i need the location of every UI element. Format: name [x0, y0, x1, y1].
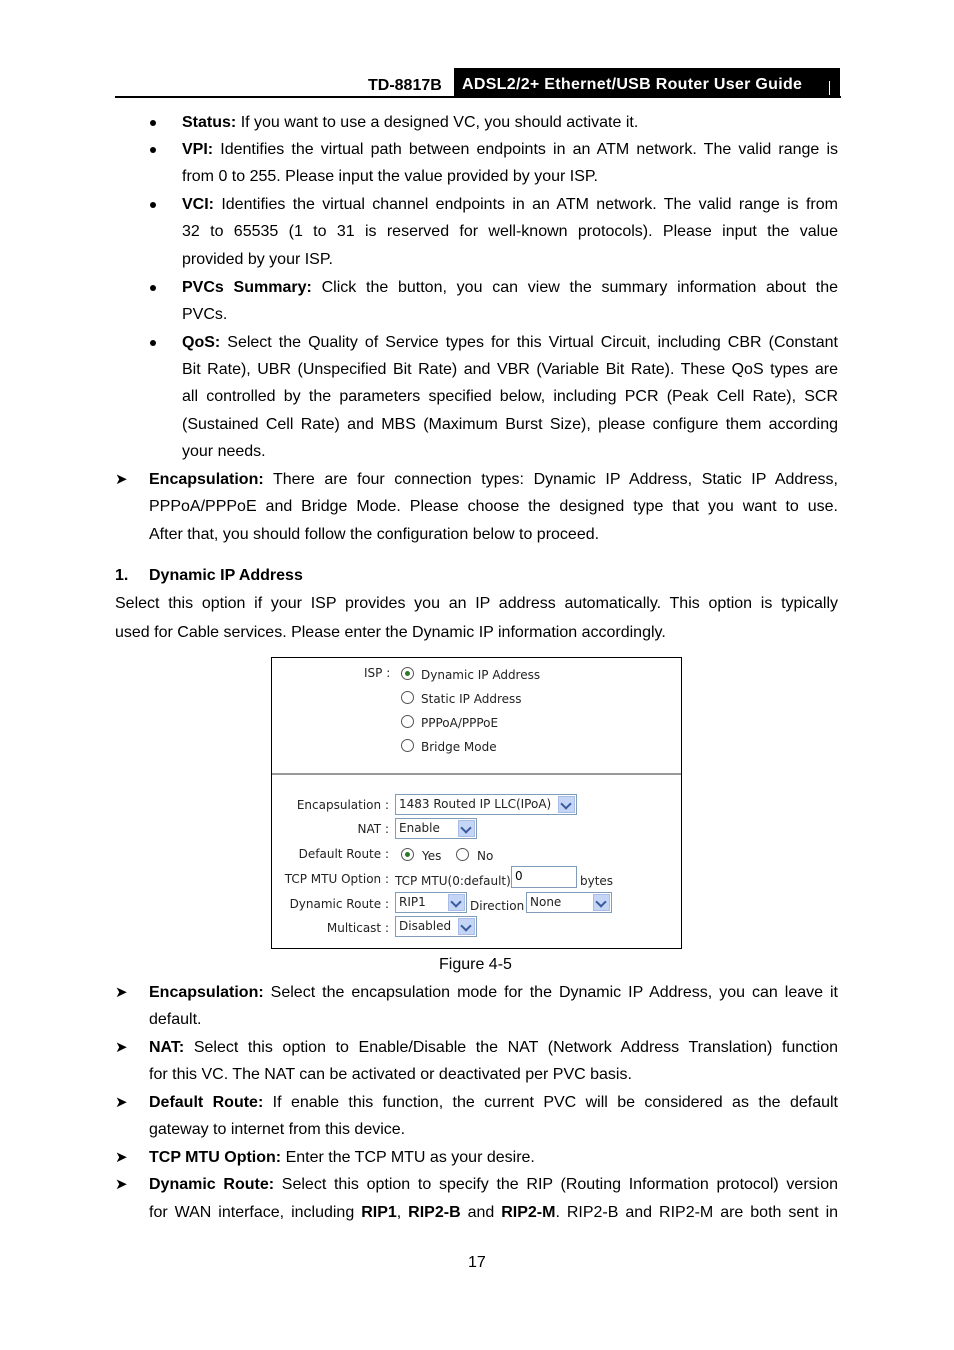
bullet-qos-line1: QoS: Select the Quality of Service types for this Virtual Circuit, including CBR (Constant — [182, 334, 838, 351]
tcp-mtu-text: TCP MTU(0:default) — [395, 874, 511, 888]
encapsulation-select[interactable] — [395, 794, 577, 815]
figure-divider — [272, 773, 681, 775]
bullet-dot — [150, 285, 156, 291]
multicast-value: Disabled — [399, 919, 452, 933]
chevron-down-icon — [558, 796, 575, 813]
desc-dynamic-route-line2: for WAN interface, including RIP1, RIP2-B and RIP2-M. RIP2-B and RIP2-M are both sent in — [149, 1204, 839, 1221]
tcp-mtu-input[interactable]: 0 — [511, 866, 577, 888]
direction-value: None — [530, 895, 562, 909]
encapsulation-intro-line3: After that, you should follow the configuration below to proceed. — [149, 526, 600, 543]
multicast-select[interactable] — [395, 916, 477, 937]
bullet-qos-line5: your needs. — [182, 443, 266, 460]
desc-nat-line2: for this VC. The NAT can be activated or deactivated per PVC basis. — [149, 1066, 632, 1083]
bullet-dot — [150, 202, 156, 208]
desc-encapsulation-line2: default. — [149, 1011, 202, 1028]
nat-value: Enable — [399, 821, 440, 835]
arrow-icon: ➤ — [115, 984, 128, 1001]
isp-option-static: Static IP Address — [421, 692, 522, 706]
isp-option-pppoa: PPPoA/PPPoE — [421, 716, 499, 730]
chevron-down-icon — [458, 820, 475, 837]
isp-radio-static[interactable] — [401, 691, 414, 704]
bullet-vci-line1: VCI: Identifies the virtual channel endpoints in an ATM network. The valid range is from — [182, 196, 838, 213]
default-route-no-label: No — [477, 849, 494, 863]
desc-default-route-line1: Default Route: If enable this function, the current PVC will be considered as the default — [149, 1094, 839, 1111]
default-route-yes-label: Yes — [422, 849, 442, 863]
isp-option-bridge: Bridge Mode — [421, 740, 497, 754]
bullet-pvcs-line2: PVCs. — [182, 306, 228, 323]
section-text-line1: Select this option if your ISP provides you an IP address automatically. This option is typically — [115, 595, 838, 612]
encapsulation-intro-line2: PPPoA/PPPoE and Bridge Mode. Please choose the designed type that you want to use. — [149, 498, 838, 515]
direction-label: Direction — [470, 899, 525, 913]
section-text-line2: used for Cable services. Please enter the Dynamic IP information accordingly. — [115, 624, 666, 641]
header-title-text: ADSL2/2+ Ethernet/USB Router User Guide — [462, 76, 803, 93]
default-route-label: Default Route : — [298, 847, 389, 861]
bullet-vci-line3: provided by your ISP. — [182, 251, 333, 268]
isp-label: ISP : — [364, 666, 391, 680]
encapsulation-label: Encapsulation : — [296, 798, 389, 812]
chevron-down-icon — [593, 894, 610, 911]
bullet-dot — [150, 147, 156, 153]
bullet-dot — [150, 340, 156, 346]
bullet-qos-line2: Bit Rate), UBR (Unspecified Bit Rate) and VBR (Variable Bit Rate). These QoS types are — [182, 361, 838, 378]
arrow-icon: ➤ — [115, 1149, 128, 1166]
section-number: 1. — [115, 567, 129, 584]
desc-nat-line1: NAT: Select this option to Enable/Disable the NAT (Network Address Translation) function — [149, 1039, 838, 1056]
page-number: 17 — [468, 1254, 486, 1271]
encapsulation-intro-line1: Encapsulation: There are four connection types: Dynamic IP Address, Static IP Address, — [149, 471, 838, 488]
multicast-label: Multicast : — [326, 921, 389, 935]
default-route-no-radio[interactable] — [456, 848, 469, 861]
desc-dynamic-route-line1: Dynamic Route: Select this option to specify the RIP (Routing Information protocol) version — [149, 1176, 839, 1193]
desc-tcp-mtu-line1: TCP MTU Option: Enter the TCP MTU as your desire. — [149, 1149, 535, 1166]
default-route-yes-radio[interactable] — [401, 848, 414, 861]
tcp-mtu-label: TCP MTU Option : — [284, 872, 389, 886]
bullet-dot — [150, 120, 156, 126]
encapsulation-value: 1483 Routed IP LLC(IPoA) — [399, 797, 552, 811]
header-title — [454, 68, 840, 97]
dynamic-route-value: RIP1 — [399, 895, 426, 909]
arrow-icon: ➤ — [115, 1176, 128, 1193]
arrow-icon: ➤ — [115, 471, 128, 488]
isp-radio-pppoa[interactable] — [401, 715, 414, 728]
isp-option-dynamic: Dynamic IP Address — [421, 668, 541, 682]
desc-encapsulation-line1: Encapsulation: Select the encapsulation mode for the Dynamic IP Address, you can leave it — [149, 984, 838, 1001]
header-rule — [115, 96, 841, 98]
dynamic-route-label: Dynamic Route : — [289, 897, 389, 911]
nat-label: NAT : — [357, 822, 389, 836]
bullet-vpi-line2: from 0 to 255. Please input the value provided by your ISP. — [182, 168, 598, 185]
bullet-qos-line3: all controlled by the parameters specified below, including PCR (Peak Cell Rate), SCR — [182, 388, 838, 405]
chevron-down-icon — [448, 894, 465, 911]
dynamic-route-select[interactable] — [395, 892, 467, 913]
isp-radio-bridge[interactable] — [401, 739, 414, 752]
section-title: Dynamic IP Address — [149, 567, 303, 584]
config-figure — [271, 657, 682, 949]
nat-select[interactable] — [395, 818, 477, 839]
header-model: TD-8817B — [368, 77, 442, 94]
bullet-vpi-line1: VPI: Identifies the virtual path between endpoints in an ATM network. The valid range is — [182, 141, 839, 158]
bullet-vci-line2: 32 to 65535 (1 to 31 is reserved for well-known protocols). Please input the value — [182, 223, 838, 240]
bullet-pvcs-line1: PVCs Summary: Click the button, you can view the summary information about the — [182, 279, 839, 296]
figure-caption: Figure 4-5 — [439, 956, 512, 973]
bullet-qos-line4: (Sustained Cell Rate) and MBS (Maximum Burst Size), please configure them according — [182, 416, 838, 433]
bullet-status: Status: If you want to use a designed VC, you should activate it. — [182, 114, 639, 131]
arrow-icon: ➤ — [115, 1094, 128, 1111]
arrow-icon: ➤ — [115, 1039, 128, 1056]
direction-select[interactable] — [526, 892, 612, 913]
desc-default-route-line2: gateway to internet from this device. — [149, 1121, 406, 1138]
chevron-down-icon — [458, 918, 475, 935]
isp-radio-dynamic[interactable] — [401, 667, 414, 680]
tcp-mtu-unit: bytes — [580, 874, 614, 888]
